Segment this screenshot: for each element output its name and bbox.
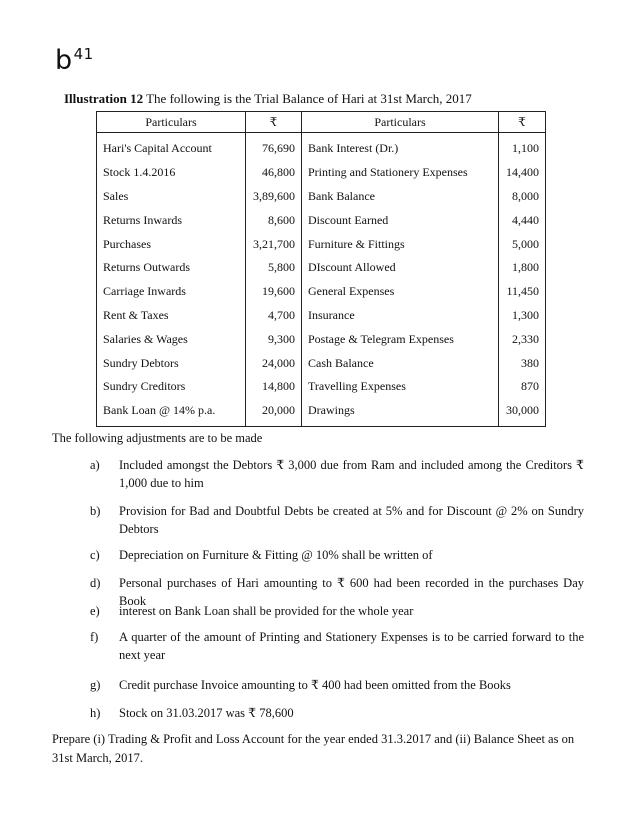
cell-particular-left: Bank Loan @ 14% p.a. [97, 399, 246, 426]
cell-particular-right: General Expenses [302, 280, 499, 304]
adjustment-item [90, 602, 584, 620]
illustration-label: Illustration 12 [64, 91, 144, 106]
cell-particular-right: Printing and Stationery Expenses [302, 161, 499, 185]
table-row [97, 161, 546, 185]
header-particulars-left: Particulars [97, 112, 246, 133]
adjustment-label: h) [90, 706, 101, 720]
adjustment-label: c) [90, 548, 100, 562]
cell-particular-left: Stock 1.4.2016 [97, 161, 246, 185]
header-amount-left: ₹ [246, 112, 302, 133]
cell-particular-left: Returns Inwards [97, 208, 246, 232]
cell-amount-left: 3,89,600 [246, 185, 302, 209]
cell-amount-left: 9,300 [246, 327, 302, 351]
cell-amount-left: 3,21,700 [246, 232, 302, 256]
adjustment-item [90, 502, 584, 538]
page-number-base: b [55, 45, 73, 76]
table-header-row [97, 112, 546, 133]
table-row [97, 185, 546, 209]
table-row [97, 304, 546, 328]
cell-particular-right: Drawings [302, 399, 499, 426]
adjustment-item [90, 676, 584, 694]
cell-particular-right: Cash Balance [302, 351, 499, 375]
cell-particular-right: Insurance [302, 304, 499, 328]
cell-amount-right: 870 [499, 375, 546, 399]
page-number-superscript: 41 [73, 45, 94, 63]
adjustment-item [90, 546, 584, 564]
cell-particular-right: Postage & Telegram Expenses [302, 327, 499, 351]
illustration-text: The following is the Trial Balance of Hari at 31st March, 2017 [146, 91, 472, 106]
cell-amount-left: 20,000 [246, 399, 302, 426]
cell-amount-left: 19,600 [246, 280, 302, 304]
cell-amount-right: 5,000 [499, 232, 546, 256]
cell-particular-left: Carriage Inwards [97, 280, 246, 304]
table-row [97, 327, 546, 351]
table-row [97, 351, 546, 375]
adjustment-item [90, 704, 584, 722]
table-row [97, 256, 546, 280]
prepare-instruction: Prepare (i) Trading & Profit and Loss Account for the year ended 31.3.2017 and (ii) Balance Sheet as on 31st March, 2017. [52, 732, 575, 765]
cell-particular-left: Rent & Taxes [97, 304, 246, 328]
cell-amount-left: 14,800 [246, 375, 302, 399]
cell-particular-left: Sales [97, 185, 246, 209]
cell-amount-left: 5,800 [246, 256, 302, 280]
adjustment-item [90, 456, 584, 492]
cell-particular-left: Sundry Creditors [97, 375, 246, 399]
adjustment-item [90, 628, 584, 664]
cell-particular-right: Bank Balance [302, 185, 499, 209]
cell-amount-left: 76,690 [246, 133, 302, 161]
table-row [97, 208, 546, 232]
cell-amount-right: 30,000 [499, 399, 546, 426]
adjustment-text: Included amongst the Debtors ₹ 3,000 due from Ram and included among the Creditors ₹ 1,000 due to him [119, 458, 584, 490]
adjustment-label: e) [90, 604, 100, 618]
cell-particular-right: DIscount Allowed [302, 256, 499, 280]
cell-amount-right: 1,300 [499, 304, 546, 328]
cell-amount-right: 11,450 [499, 280, 546, 304]
page-number [55, 45, 94, 76]
cell-amount-left: 4,700 [246, 304, 302, 328]
adjustments-intro: The following adjustments are to be made [52, 431, 263, 445]
cell-amount-left: 46,800 [246, 161, 302, 185]
cell-amount-right: 380 [499, 351, 546, 375]
cell-particular-right: Bank Interest (Dr.) [302, 133, 499, 161]
table-row [97, 232, 546, 256]
cell-particular-right: Discount Earned [302, 208, 499, 232]
adjustment-label: d) [90, 576, 101, 590]
cell-particular-left: Purchases [97, 232, 246, 256]
table-row [97, 280, 546, 304]
header-particulars-right: Particulars [302, 112, 499, 133]
adjustment-label: a) [90, 458, 100, 472]
cell-particular-left: Hari's Capital Account [97, 133, 246, 161]
table-row [97, 375, 546, 399]
adjustment-text: Provision for Bad and Doubtful Debts be created at 5% and for Discount @ 2% on Sundry Debtors [119, 504, 584, 536]
cell-particular-right: Travelling Expenses [302, 375, 499, 399]
illustration-heading [64, 91, 472, 107]
cell-amount-right: 4,440 [499, 208, 546, 232]
adjustment-text: Stock on 31.03.2017 was ₹ 78,600 [119, 706, 294, 720]
cell-amount-left: 8,600 [246, 208, 302, 232]
cell-amount-right: 1,800 [499, 256, 546, 280]
adjustment-label: g) [90, 678, 101, 692]
cell-particular-left: Sundry Debtors [97, 351, 246, 375]
cell-particular-left: Returns Outwards [97, 256, 246, 280]
cell-amount-right: 2,330 [499, 327, 546, 351]
adjustment-label: f) [90, 630, 99, 644]
cell-amount-right: 8,000 [499, 185, 546, 209]
trial-balance-table [96, 111, 546, 427]
cell-particular-right: Furniture & Fittings [302, 232, 499, 256]
adjustment-text: interest on Bank Loan shall be provided for the whole year [119, 604, 414, 618]
adjustment-text: Personal purchases of Hari amounting to ₹ 600 had been recorded in the purchases Day Book [119, 576, 584, 608]
cell-amount-left: 24,000 [246, 351, 302, 375]
adjustment-text: A quarter of the amount of Printing and Stationery Expenses is to be carried forward to the next year [119, 630, 584, 662]
cell-amount-right: 1,100 [499, 133, 546, 161]
cell-amount-right: 14,400 [499, 161, 546, 185]
adjustment-text: Depreciation on Furniture & Fitting @ 10% shall be written of [119, 548, 433, 562]
cell-particular-left: Salaries & Wages [97, 327, 246, 351]
table-row [97, 133, 546, 161]
adjustment-text: Credit purchase Invoice amounting to ₹ 400 had been omitted from the Books [119, 678, 511, 692]
header-amount-right: ₹ [499, 112, 546, 133]
adjustment-label: b) [90, 504, 101, 518]
table-row [97, 399, 546, 426]
